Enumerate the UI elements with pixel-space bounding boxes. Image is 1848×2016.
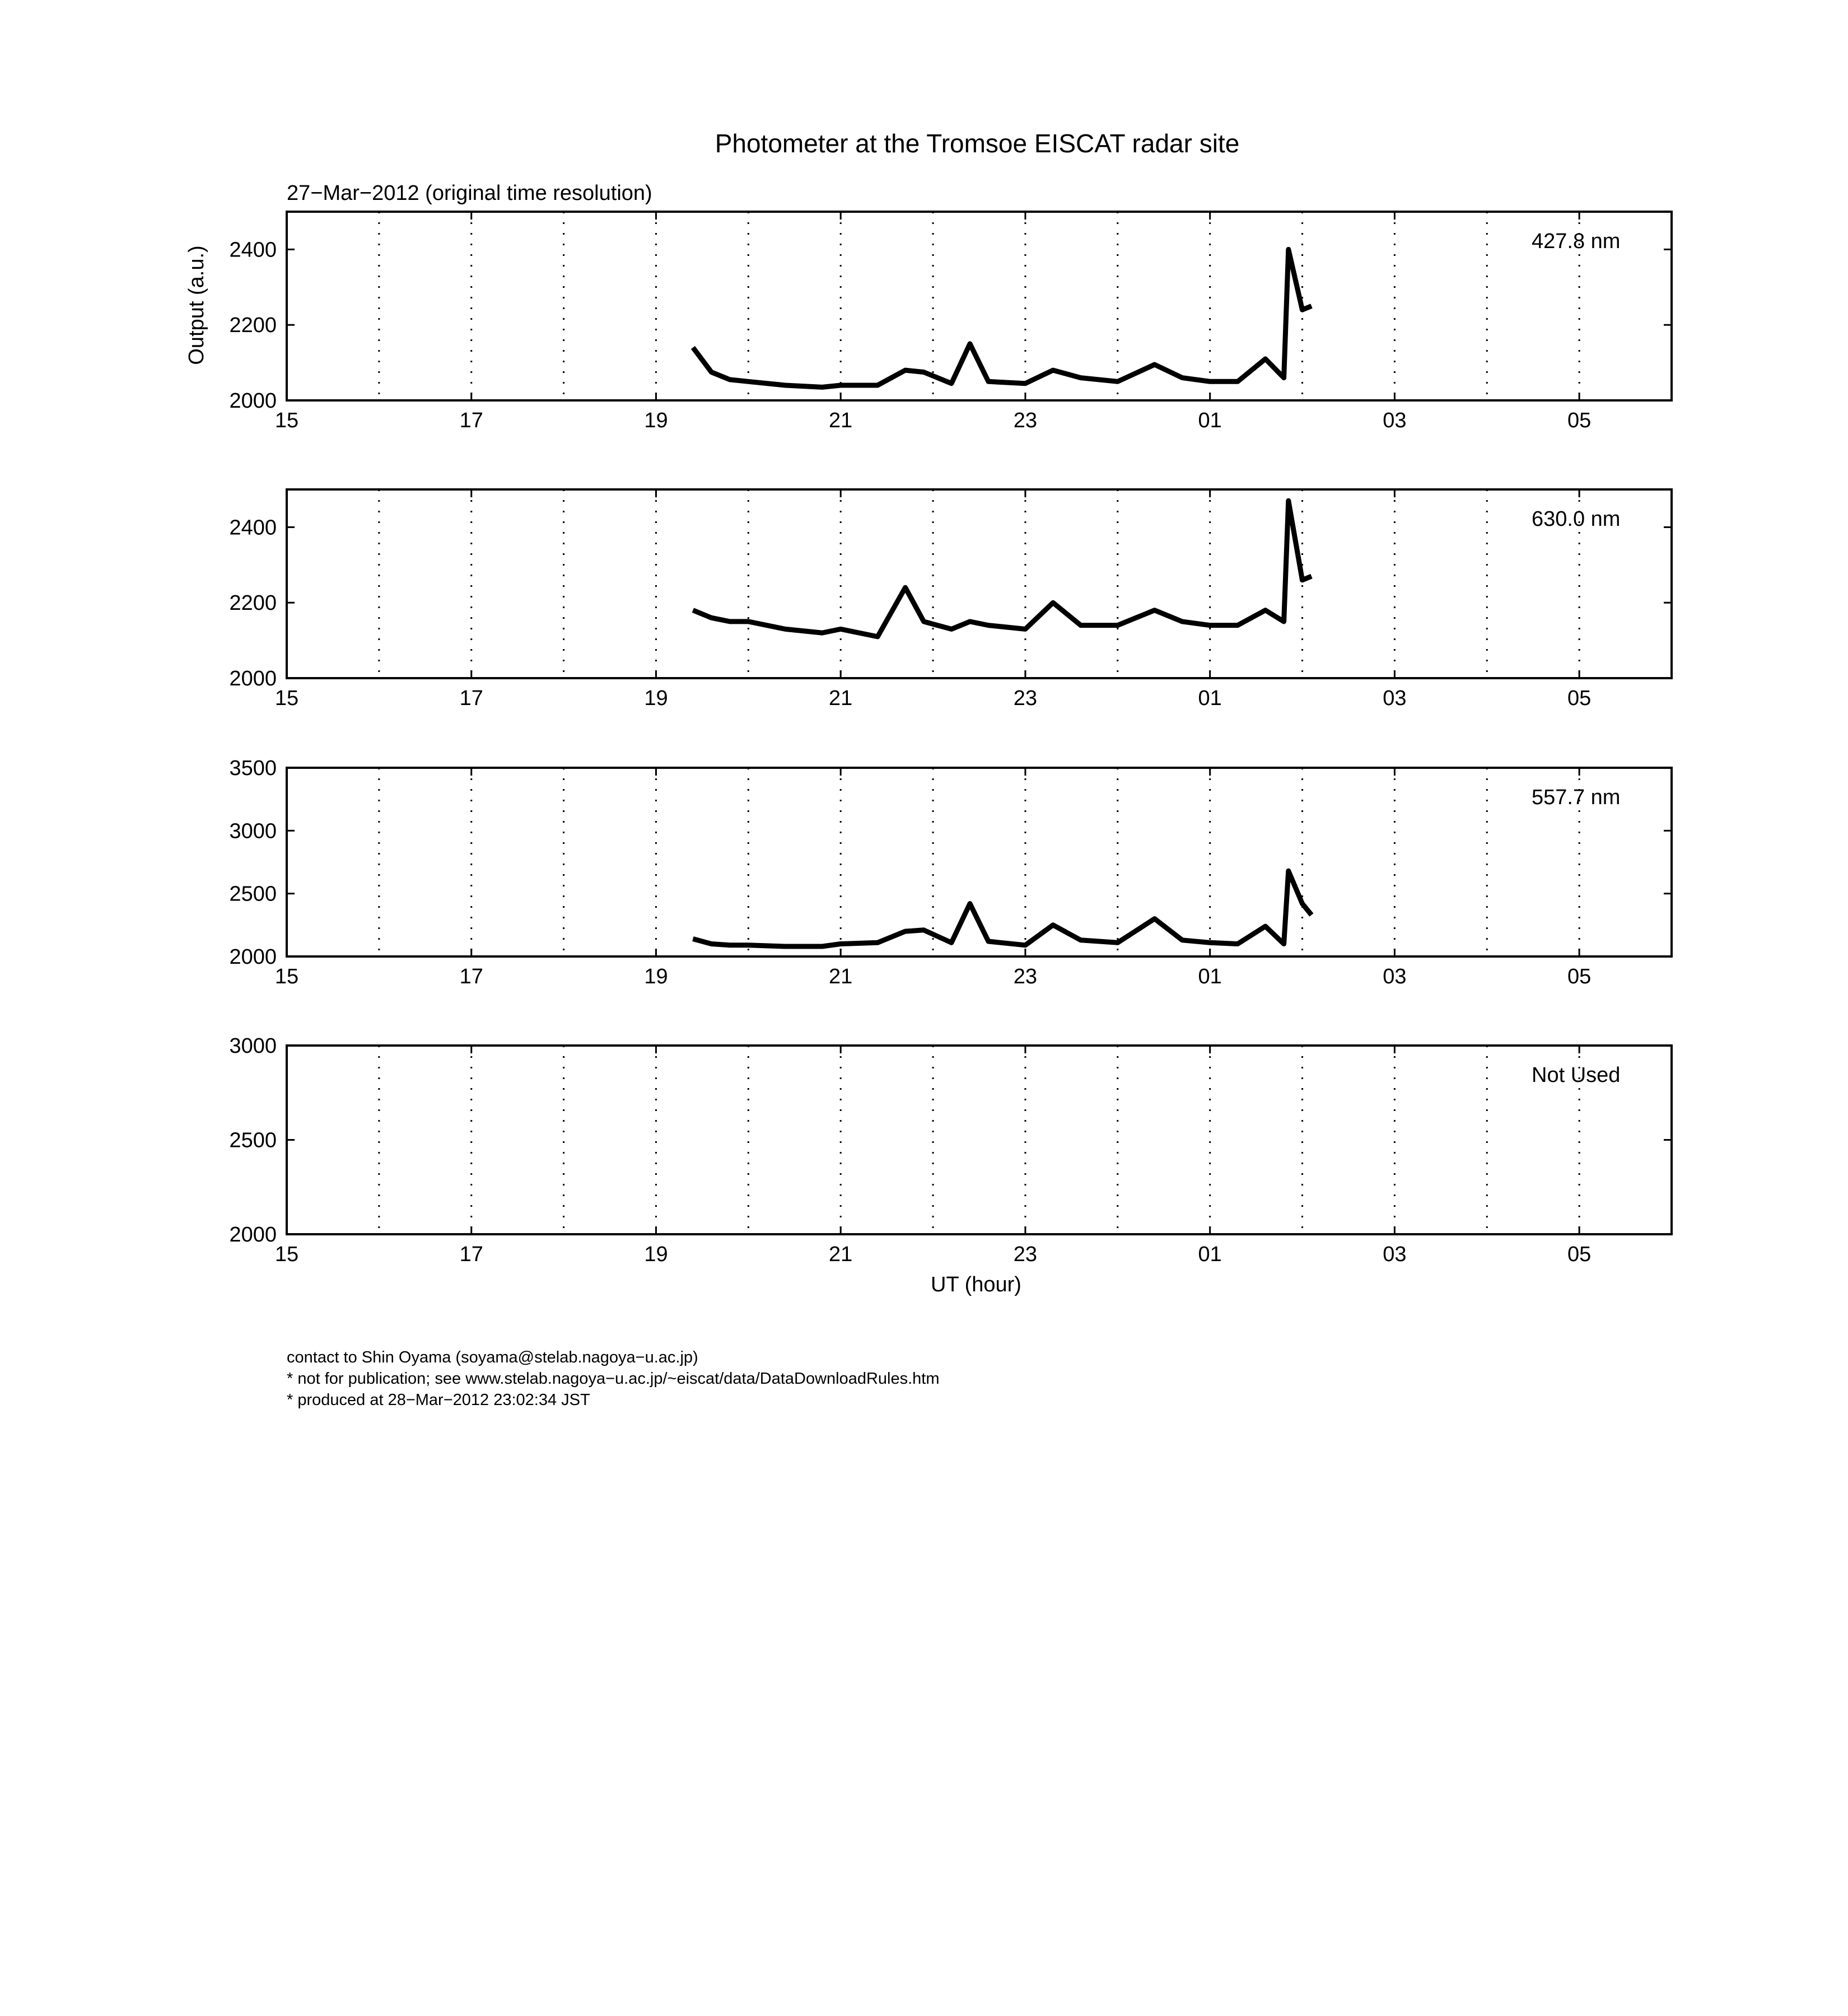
x-tick-label: 21 [829,965,853,988]
x-tick-label: 17 [459,965,483,988]
y-tick-label: 2000 [229,945,277,969]
x-tick-label: 17 [459,687,483,710]
y-tick-label: 2500 [229,1128,277,1152]
panel-557-7nm [229,757,1672,988]
x-tick-label: 23 [1013,409,1038,432]
wavelength-label: Not Used [1532,1063,1621,1087]
y-tick-label: 2400 [229,238,277,262]
x-tick-label: 03 [1383,409,1407,432]
x-tick-label: 05 [1567,1243,1592,1266]
x-tick-label: 19 [644,687,668,710]
x-tick-label: 05 [1567,965,1592,988]
wavelength-label: 557.7 nm [1532,786,1621,809]
footer-publication-note: * not for publication; see www.stelab.nagoya−u.ac.jp/~eiscat/data/DataDownloadRules.htm [287,1370,940,1388]
x-tick-label: 17 [459,409,483,432]
wavelength-label: 427.8 nm [1532,230,1621,253]
y-tick-label: 2200 [229,314,277,338]
chart-title: Photometer at the Tromsoe EISCAT radar site [715,129,1240,158]
x-tick-label: 15 [274,409,299,432]
x-tick-label: 19 [644,409,668,432]
chart-subtitle: 27−Mar−2012 (original time resolution) [287,181,652,205]
footer-contact: contact to Shin Oyama (soyama@stelab.nagoya−u.ac.jp) [287,1348,698,1366]
x-tick-label: 17 [459,1243,483,1266]
y-tick-label: 2000 [229,667,277,690]
plot-frame [287,212,1672,400]
y-tick-label: 2200 [229,591,277,615]
x-tick-label: 23 [1013,965,1038,988]
series-line [693,501,1312,637]
panel-427-8nm [229,212,1672,432]
y-tick-label: 2000 [229,1223,277,1247]
x-tick-label: 01 [1198,965,1222,988]
plot-frame [287,1046,1672,1234]
x-tick-label: 19 [644,1243,668,1266]
x-tick-label: 01 [1198,1243,1222,1266]
series-line [693,249,1312,387]
x-tick-label: 03 [1383,687,1407,710]
y-tick-label: 3500 [229,757,277,780]
series-line [693,871,1312,946]
panel-630-0nm [229,489,1672,710]
x-tick-label: 21 [829,687,853,710]
y-tick-label: 2400 [229,516,277,540]
x-tick-label: 15 [274,687,299,710]
x-tick-label: 23 [1013,1243,1038,1266]
plot-frame [287,489,1672,678]
x-tick-label: 03 [1383,965,1407,988]
y-tick-label: 3000 [229,1034,277,1058]
x-tick-label: 05 [1567,687,1592,710]
footer-produced-at: * produced at 28−Mar−2012 23:02:34 JST [287,1391,590,1409]
y-tick-label: 2500 [229,882,277,906]
panel-not-used [229,1034,1672,1266]
x-tick-label: 01 [1198,687,1222,710]
x-tick-label: 23 [1013,687,1038,710]
wavelength-label: 630.0 nm [1532,507,1621,531]
x-axis-label: UT (hour) [931,1273,1021,1296]
x-tick-label: 05 [1567,409,1592,432]
x-tick-label: 21 [829,409,853,432]
x-tick-label: 15 [274,965,299,988]
x-tick-label: 01 [1198,409,1222,432]
y-tick-label: 3000 [229,819,277,843]
x-tick-label: 21 [829,1243,853,1266]
y-axis-label: Output (a.u.) [185,245,208,365]
y-tick-label: 2000 [229,389,277,413]
x-tick-label: 19 [644,965,668,988]
x-tick-label: 15 [274,1243,299,1266]
x-tick-label: 03 [1383,1243,1407,1266]
